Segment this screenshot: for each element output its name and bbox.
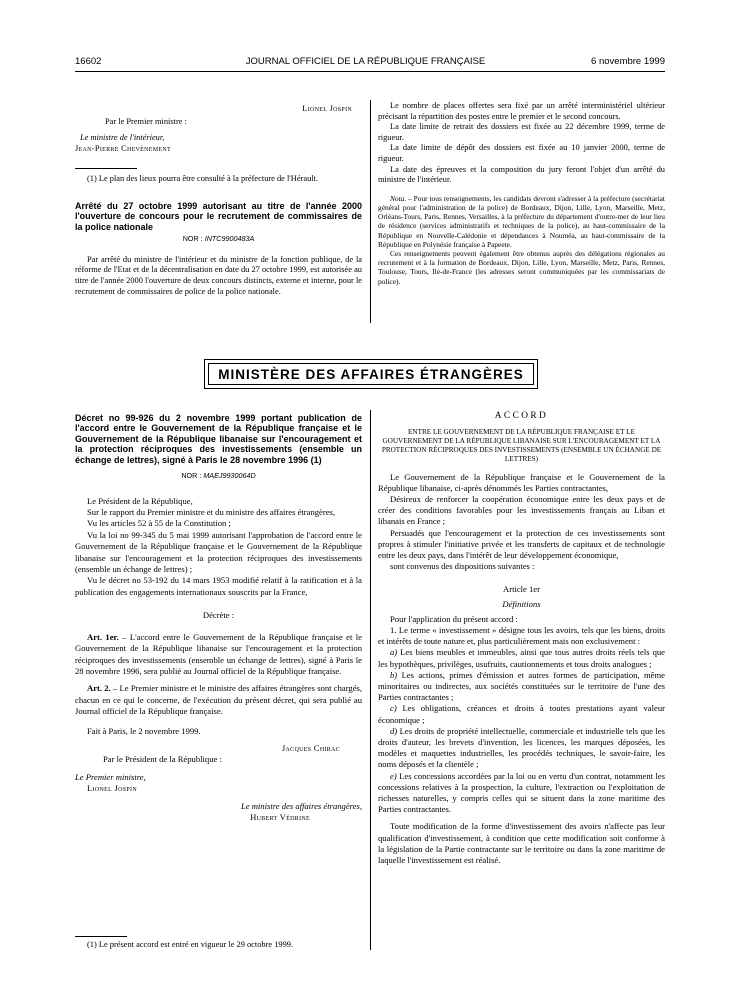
nor-code: INTC9900483A: [204, 234, 255, 244]
article-2-text: – Le Premier ministre et le ministre des affaires étrangères sont chargés, chacun en ce qui le concerne, de l'exécution du présent décret, qui sera publié au Journal officiel de la République française.: [75, 683, 363, 717]
intro-president: Le Président de la République,: [87, 495, 193, 506]
top-right-column: [378, 101, 665, 286]
nor-label: NOR :: [181, 471, 202, 481]
footnote-rule-bottom: [75, 936, 127, 937]
intro-decret-1953: Vu le décret no 53-192 du 14 mars 1953 modifié relatif à la ratification et à la publication des engagements internationaux souscrits par la France,: [75, 575, 362, 597]
issue-date: 6 novembre 1999: [591, 56, 665, 67]
header-rule: [75, 71, 665, 72]
arrete-body: Par arrêté du ministre de l'intérieur et du ministre de la fonction publique, de la réforme de l'Etat et de la décentralisation en date du 27 octobre 1999, est autorisée au titre de l'année 2000 l'ouverture de deux concours distincts, externe et interne, pour le recrutement de commissaires de police de la police nationale.: [75, 254, 362, 296]
point-1: 1. Le terme « investissement » désigne tous les avoirs, tels que les biens, droits et intérêts de toute nature et, plus particulièrement mais non exclusivement :: [378, 625, 665, 647]
footnote-plan: (1) Le plan des lieux pourra être consulté à la préfecture de l'Hérault.: [87, 174, 319, 184]
pm-title: Le Premier ministre,: [75, 771, 146, 782]
article-1-text: – L'accord entre le Gouvernement de la République française et le Gouvernement de la République libanaise sur l'encouragement et la protection réciproques des investissements (ensemble un échange de lettres), signé à Paris le 28 novembre 1996, sera publié au Journal officiel de la République française.: [75, 631, 362, 676]
accord-subheading: ENTRE LE GOUVERNEMENT DE LA RÉPUBLIQUE FRANÇAISE ET LE GOUVERNEMENT DE LA RÉPUBLIQUE LIBANAISE SUR L'ENCOURAGEMENT ET LA PROTECTION RÉCIPROQUES DES INVESTISSEMENTS (ENSEMBLE UN ÉCHANGE DE LETTRES): [381, 427, 662, 463]
closing-paragraph: Toute modification de la forme d'investissement des avoirs n'affecte pas leur qualification d'investissement, à condition que cette modification soit conforme à la législation de la Partie contractante sur le territoire ou dans la zone maritime de laquelle l'investissement est réalisé.: [378, 821, 665, 866]
item-e-letter: e): [390, 770, 397, 781]
nota-text: – Pour tous renseignements, les candidats devront s'adresser à la préfecture (secrétariat général pour l'administration de la police) de Bordeaux, Dijon, Lille, Lyon, Marseille, Metz, Orléans-Tours, Paris, Rennes, Versailles, à la préfecture du département d'outre-mer de leur lieu de résidence (services administratifs et techniques de la police), au haut-commissaire de la République en Nouvelle-Calédonie et dépendances à Nouméa, au haut-commissaire de la République en Polynésie française à Papeete.: [378, 193, 665, 249]
item-c-text: Les obligations, créances et droits à toutes prestations ayant valeur économique ;: [378, 703, 665, 725]
accord-column: [378, 411, 665, 866]
item-d: [378, 726, 665, 771]
ministry-label: MINISTÈRE DES AFFAIRES ÉTRANGÈRES: [208, 363, 534, 385]
minister-title: Le ministre de l'intérieur,: [80, 133, 165, 143]
decret-nor: [75, 471, 362, 482]
nor-code: MAEJ9930064D: [203, 471, 256, 481]
pour-application: Pour l'application du présent accord :: [390, 613, 518, 624]
arrete-title: Arrêté du 27 octobre 1999 autorisant au titre de l'année 2000 l'ouverture de concours pour le recrutement de commissaires de la police nationale: [75, 200, 362, 232]
column-divider-bottom: [370, 410, 371, 950]
decret-footnote: (1) Le présent accord est entré en vigueur le 29 octobre 1999.: [87, 940, 294, 949]
paragraph-epreuves: La date des épreuves et la composition du jury feront l'objet d'un arrêté du ministre de l'intérieur.: [378, 164, 665, 185]
accord-body: [378, 472, 665, 867]
mae-title: Le ministre des affaires étrangères,: [240, 800, 362, 811]
item-a-text: Les biens meubles et immeubles, ainsi que tous autres droits réels tels que les hypothèques, privilèges, usufruits, cautionnements et tous droits analogues ;: [378, 647, 665, 669]
paragraph-retrait: La date limite de retrait des dossiers est fixée au 22 décembre 1999, terme de rigueur.: [378, 122, 665, 142]
preamble-governments: Le Gouvernement de la République française et le Gouvernement de la République libanaise, ci-après dénommés les Parties contractantes,: [378, 471, 665, 493]
decret-column: [75, 413, 362, 823]
preamble-persuades: Persuadés que l'encouragement et la protection de ces investissements sont propres à stimuler l'initiative privée et les transferts de capitaux et de technologie entre les deux pays, dans l'intérêt de leur développement économique,: [378, 527, 665, 561]
article-1: [75, 632, 362, 678]
intro-loi: Vu la loi no 99-345 du 5 mai 1999 autorisant l'approbation de l'accord entre le Gouvernement de la République française et le Gouvernement de la République libanaise sur l'encouragement et la protection réciproques des investissements (ensemble un échange de lettres) ;: [75, 529, 362, 575]
item-a-letter: a): [390, 647, 398, 658]
definitions-heading: Définitions: [502, 598, 541, 609]
item-c: [378, 703, 665, 725]
ministry-banner: [204, 359, 538, 389]
nota-paragraph-2: Ces renseignements peuvent également être obtenus auprès des délégations régionales au recrutement et à la formation de Bordeaux, Dijon, Lille, Lyon, Marseille, Metz, Paris, Rennes, Toulouse, Tours, Ile-de-France (les adresses seront communiquées par les commissariats de police).: [378, 248, 665, 286]
decret-body: [75, 496, 362, 824]
article-2-label: Art. 2.: [87, 683, 111, 694]
intro-rapport: Sur le rapport du Premier ministre et du ministre des affaires étrangères,: [87, 507, 336, 518]
item-d-letter: d): [390, 725, 398, 736]
arrete-nor: [75, 234, 362, 245]
signature-jospin: Lionel Jospin: [302, 104, 352, 113]
mae-name: Hubert Védrine: [250, 811, 310, 822]
minister-name: Jean-Pierre Chevènement: [75, 143, 171, 153]
journal-title: JOURNAL OFFICIEL DE LA RÉPUBLIQUE FRANÇAISE: [245, 56, 486, 67]
article-2: [75, 683, 362, 717]
item-b-text: Les actions, primes d'émission et autres formes de participation, même minoritaires ou indirectes, aux sociétés constituées sur le territoire de l'une des Parties contractantes ;: [378, 669, 665, 703]
pm-name: Lionel Jospin: [87, 783, 137, 794]
decrete-label: Décrète :: [202, 610, 235, 621]
fait-a-paris: Fait à Paris, le 2 novembre 1999.: [87, 725, 201, 736]
pm-line: Par le Premier ministre :: [105, 116, 187, 126]
intro-constitution: Vu les articles 52 à 55 de la Constitution ;: [87, 518, 231, 529]
decret-footnote-block: [75, 940, 362, 951]
president-line: Par le Président de la République :: [103, 754, 222, 765]
paragraph-places: Le nombre de places offertes sera fixé par un arrêté interministériel ultérieur précisant la répartition des postes entre le premier et le second concours.: [378, 101, 665, 121]
signature-chirac: Jacques Chirac: [281, 742, 340, 753]
paragraph-depot: La date limite de dépôt des dossiers est fixée au 10 janvier 2000, terme de rigueur.: [378, 143, 665, 163]
nota-paragraph: [378, 194, 665, 249]
item-e: [378, 771, 665, 816]
preamble-desireux: Désireux de renforcer la coopération économique entre les deux pays et de créer des conditions favorables pour les investissements français au Liban et libanais en France ;: [378, 494, 665, 527]
convenus: sont convenus des dispositions suivantes :: [390, 561, 535, 572]
page-number: 16602: [75, 56, 102, 67]
nor-label: NOR :: [182, 234, 203, 244]
nota-label: Nota.: [390, 193, 407, 203]
article-1-label: Art. 1er.: [87, 631, 119, 642]
column-divider-top: [370, 100, 371, 323]
item-d-text: Les droits de propriété intellectuelle, commerciale et industrielle tels que les droits d'auteur, les brevets d'invention, les licences, les marques déposées, les modèles et maquettes industrielles, les procédés techniques, le savoir-faire, les noms déposés et la clientèle ;: [378, 725, 665, 770]
accord-heading: ACCORD: [494, 411, 549, 421]
item-c-letter: c): [390, 703, 397, 714]
article-1-heading: Article 1er: [503, 584, 540, 595]
item-e-text: Les concessions accordées par la loi ou en vertu d'un contrat, notamment les concessions relatives à la prospection, la culture, l'extraction ou l'exploitation de richesses naturelles, y compris celles qui se situent dans la zone maritime des Parties contractantes.: [378, 770, 665, 815]
item-b-letter: b): [390, 669, 398, 680]
item-a: [378, 647, 665, 669]
footnote-rule: [75, 168, 137, 169]
item-b: [378, 670, 665, 704]
top-left-column: [75, 104, 362, 297]
decret-title: Décret no 99-926 du 2 novembre 1999 portant publication de l'accord entre le Gouvernement de la République française et le Gouvernement de la République libanaise sur l'encouragement et la protection réciproques des investissements (ensemble un échange de lettres), signé à Paris le 28 novembre 1996 (1): [75, 413, 362, 465]
